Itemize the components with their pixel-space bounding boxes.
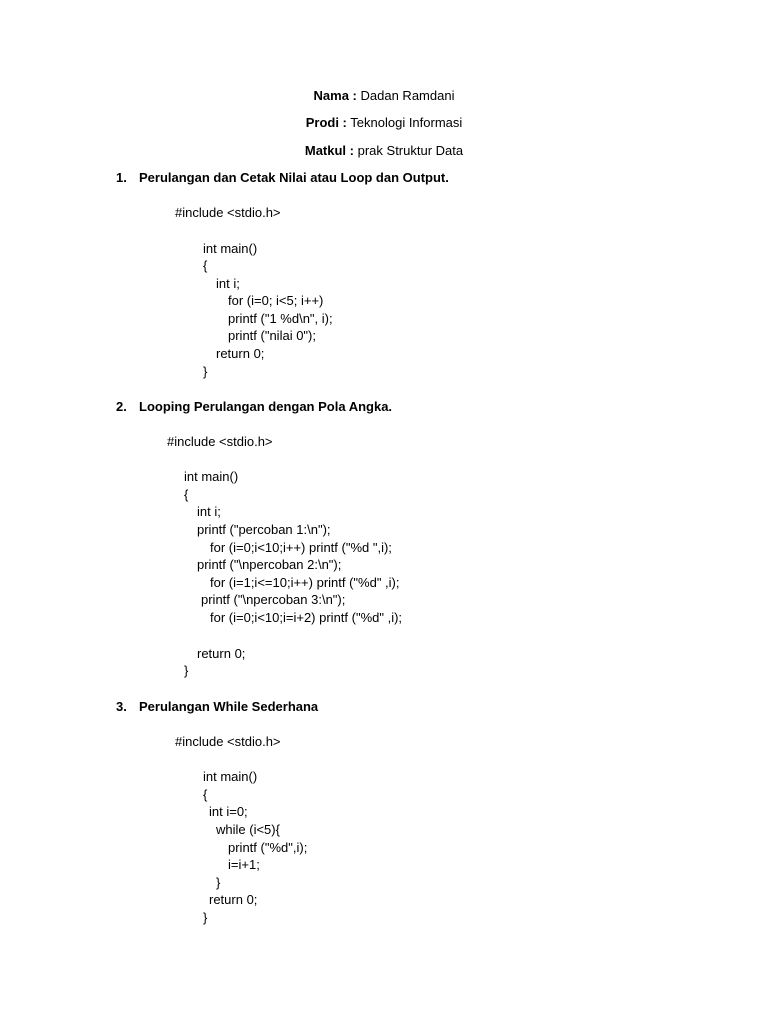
section-title: Perulangan While Sederhana (139, 699, 319, 714)
prodi-value: Teknologi Informasi (350, 115, 463, 130)
code-line: return 0; (216, 346, 265, 361)
code-line: } (216, 875, 221, 890)
code-line: printf ("%d",i); (228, 840, 308, 855)
code-line: } (203, 910, 208, 925)
code-line: for (i=1;i<=10;i++) printf ("%d" ,i); (210, 575, 400, 590)
code-line: int main() (184, 469, 239, 484)
matkul-line (0, 143, 768, 159)
code-line: int main() (203, 241, 258, 256)
code-line: #include <stdio.h> (175, 734, 281, 749)
section-number: 1. (116, 170, 127, 185)
section-3-heading (116, 699, 318, 715)
matkul-value: prak Struktur Data (357, 143, 464, 158)
prodi-label: Prodi : (305, 115, 347, 130)
code-line: } (184, 663, 189, 678)
code-line: } (203, 364, 208, 379)
section-number: 3. (116, 699, 127, 714)
code-line: i=i+1; (228, 857, 260, 872)
code-line: int i=0; (209, 804, 248, 819)
code-line: for (i=0;i<10;i=i+2) printf ("%d" ,i); (210, 610, 403, 625)
code-line: printf ("percoban 1:\n"); (197, 522, 331, 537)
code-line: int main() (203, 769, 258, 784)
code-line: while (i<5){ (216, 822, 280, 837)
section-number: 2. (116, 399, 127, 414)
code-line: int i; (197, 504, 221, 519)
code-line: printf ("\npercoban 3:\n"); (201, 592, 346, 607)
code-line: printf ("nilai 0"); (228, 328, 316, 343)
code-line: for (i=0;i<10;i++) printf ("%d ",i); (210, 540, 392, 555)
code-line: return 0; (197, 646, 246, 661)
code-line: return 0; (209, 892, 258, 907)
section-title: Perulangan dan Cetak Nilai atau Loop dan Output. (139, 170, 449, 185)
code-line: int i; (216, 276, 240, 291)
code-line: printf ("\npercoban 2:\n"); (197, 557, 342, 572)
section-2-heading (116, 399, 392, 415)
code-line: { (203, 787, 208, 802)
matkul-label: Matkul : (304, 143, 354, 158)
nama-label: Nama : (313, 88, 357, 103)
code-line: for (i=0; i<5; i++) (228, 293, 324, 308)
nama-value: Dadan Ramdani (360, 88, 455, 103)
section-1-heading (116, 170, 449, 186)
code-line: { (184, 487, 189, 502)
nama-line (0, 88, 768, 104)
code-line: { (203, 258, 208, 273)
code-line: #include <stdio.h> (175, 205, 281, 220)
code-line: printf ("1 %d\n", i); (228, 311, 333, 326)
code-line: #include <stdio.h> (167, 434, 273, 449)
prodi-line (0, 115, 768, 131)
section-title: Looping Perulangan dengan Pola Angka. (139, 399, 393, 414)
